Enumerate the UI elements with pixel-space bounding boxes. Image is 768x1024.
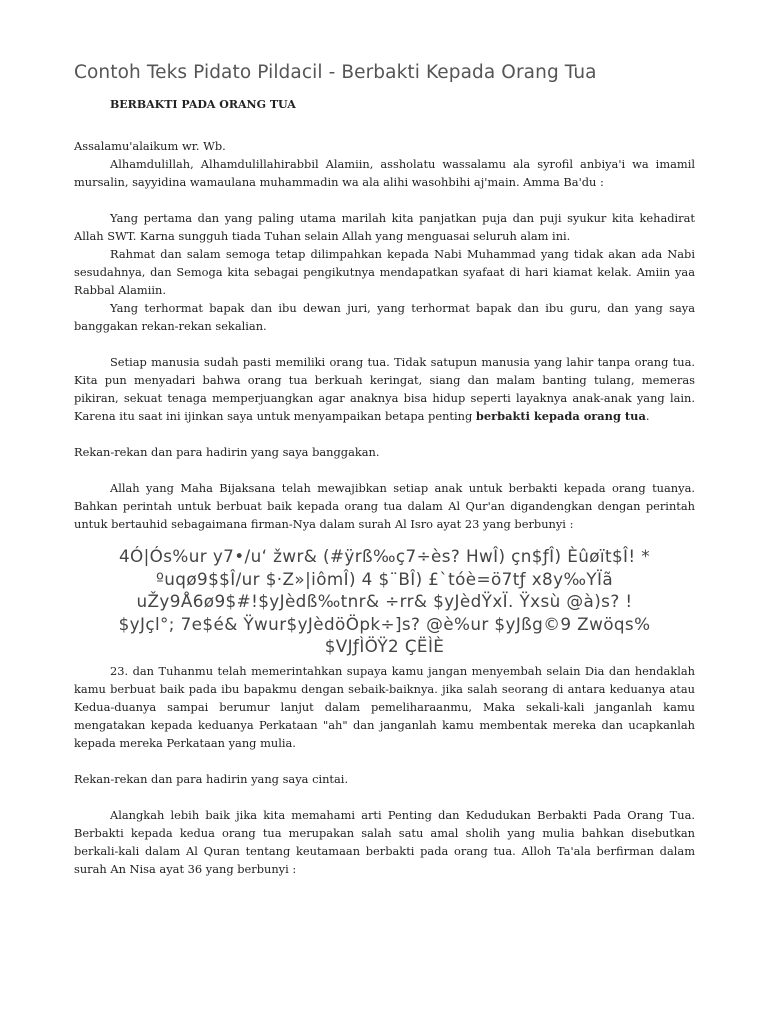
arabic-line: $yJçl°; 7e$é& Ÿwur$yJèdöÖpk÷]s? @è%ur $yJßg©9 Zwöqs%	[118, 613, 651, 634]
paragraph-intro-text: Setiap manusia sudah pasti memiliki orang tua. Tidak satupun manusia yang lahir tanpa orang tua. Kita pun menyadari bahwa orang tua berkuah keringat, siang dan malam banting tulang, memeras pikiran, sekuat tenaga memperjuangkan agar anaknya bisa hidup seperti layaknya anak-anak yang lain. Karena itu saat ini ijinkan saya untuk menyampaikan betapa penting	[74, 355, 695, 423]
paragraph-opening: Alhamdulillah, Alhamdulillahirabbil Alamiin, assholatu wassalamu ala syrofil anbiya'i wa imamil mursalin, sayyidina wamaulana muhammadin wa ala alihi wasohbihi aj'main. Amma Ba'du :	[74, 157, 695, 189]
speech-heading: BERBAKTI PADA ORANG TUA	[110, 98, 296, 111]
arabic-line: ºuqø9$$Î/ur $·Z»|iômÎ) 4 $¨BÎ) £`tóè=ö7tƒ x8y‰YÏã	[155, 568, 614, 589]
paragraph-importance: Alangkah lebih baik jika kita memahami arti Penting dan Kedudukan Berbakti Pada Orang Tua. Berbakti kepada kedua orang tua merupakan salah satu amal sholih yang mulia bahkan disebutkan berkali-kali dalam Al Quran tentang keutamaan berbakti pada orang tua. Alloh Ta'ala berfirman dalam surah An Nisa ayat 36 yang berbunyi :	[74, 807, 695, 876]
paragraph-respects: Yang terhormat bapak dan ibu dewan juri, yang terhormat bapak dan ibu guru, dan yang saya banggakan rekan-rekan sekalian.	[74, 301, 695, 333]
paragraph-obligation: Allah yang Maha Bijaksana telah mewajibkan setiap anak untuk berbakti kepada orang tuanya. Bahkan perintah untuk berbuat baik kepada orang tua dalam Al Qur'an digandengkan dengan perintah untuk bertauhid sebagaimana firman-Nya dalam surah Al Isro ayat 23 yang berbunyi :	[74, 481, 695, 531]
paragraph-intro	[74, 353, 695, 425]
page-title: Contoh Teks Pidato Pildacil - Berbakti Kepada Orang Tua	[74, 62, 597, 83]
speech-body	[74, 137, 695, 878]
paragraph-intro-end: .	[645, 409, 650, 423]
quran-verse-arabic	[74, 545, 695, 658]
paragraph-salawat: Rahmat dan salam semoga tetap dilimpahkan kepada Nabi Muhammad yang tidak akan ada Nabi sesudahnya, dan Semoga kita sebagai pengikutnya mendapatkan syafaat di hari kiamat kelak. Amiin yaa Rabbal Alamiin.	[74, 247, 695, 297]
arabic-line: $VJƒÌÖŸ2 ÇËÌÈ	[324, 636, 445, 656]
emphasis-berbakti: berbakti kepada orang tua	[475, 409, 646, 423]
paragraph-audience-2: Rekan-rekan dan para hadirin yang saya cintai.	[74, 771, 349, 786]
paragraph-translation: 23. dan Tuhanmu telah memerintahkan supaya kamu jangan menyembah selain Dia dan hendaklah kamu berbuat baik pada ibu bapakmu dengan sebaik-baiknya. jika salah seorang di antara keduanya atau Kedua-duanya sampai berumur lanjut dalam pemeliharaanmu, Maka sekali-kali janganlah kamu mengatakan kepada keduanya Perkataan "ah" dan janganlah kamu membentak mereka dan ucapkanlah kepada mereka Perkataan yang mulia.	[74, 663, 695, 750]
paragraph-gratitude: Yang pertama dan yang paling utama marilah kita panjatkan puja dan puji syukur kita kehadirat Allah SWT. Karna sungguh tiada Tuhan selain Allah yang menguasai seluruh alam ini.	[74, 211, 695, 243]
arabic-line: uŽy9Å6ø9$#!$yJèdß‰tnr& ÷rr& $yJèdŸxÏ. Ÿxsù @à)s? !	[136, 591, 633, 611]
paragraph-audience-1: Rekan-rekan dan para hadirin yang saya banggakan.	[74, 445, 380, 459]
greeting: Assalamu'alaikum wr. Wb.	[74, 139, 226, 153]
arabic-line: 4Ó|Ós%ur y7•/u‘ žwr& (#ÿrß‰ç7÷ès? HwÎ) çn$ƒÎ) Èûøït$Î! *	[118, 546, 651, 566]
